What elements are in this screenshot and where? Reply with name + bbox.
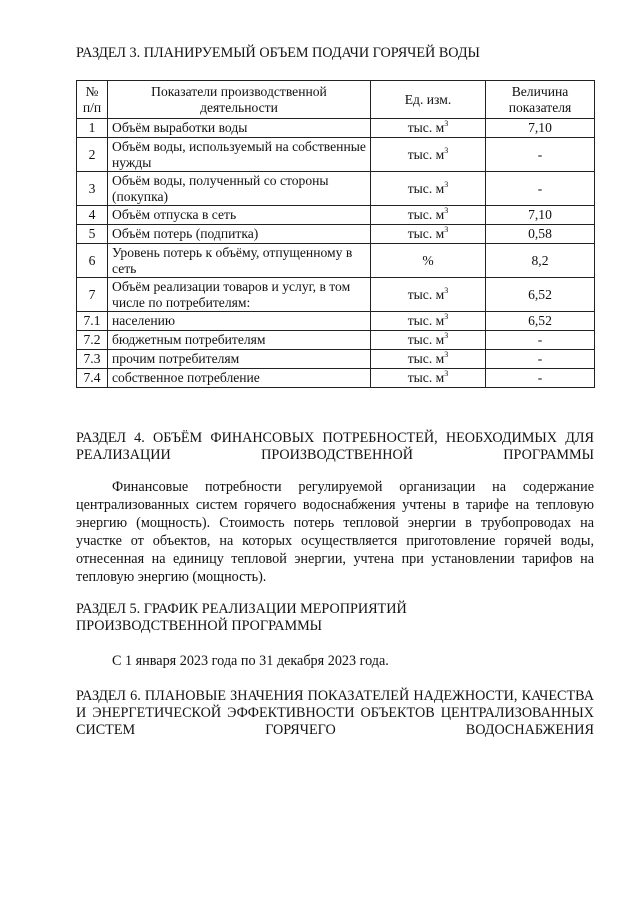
table-row xyxy=(77,278,595,312)
table-body xyxy=(77,119,595,388)
header-unit: Ед. изм. xyxy=(371,81,486,119)
row-number: 1 xyxy=(77,119,108,138)
row-indicator-name: населению xyxy=(108,312,371,331)
table-row xyxy=(77,206,595,225)
row-number: 7.2 xyxy=(77,331,108,350)
row-unit xyxy=(371,278,486,312)
row-value: - xyxy=(486,138,595,172)
row-number: 5 xyxy=(77,225,108,244)
row-value: 0,58 xyxy=(486,225,595,244)
header-num: № п/п xyxy=(77,81,108,119)
row-unit-superscript: 3 xyxy=(444,285,449,295)
row-unit xyxy=(371,312,486,331)
row-unit xyxy=(371,172,486,206)
row-number: 2 xyxy=(77,138,108,172)
row-indicator-name: собственное потребление xyxy=(108,369,371,388)
row-indicator-name: прочим потребителям xyxy=(108,350,371,369)
table-row xyxy=(77,350,595,369)
row-unit-text: тыс. м xyxy=(407,146,445,162)
header-value: Величина показателя xyxy=(486,81,595,119)
row-unit-superscript: 3 xyxy=(444,145,449,155)
row-unit-superscript: 3 xyxy=(444,369,449,379)
row-indicator-name: Объём воды, полученный со стороны (покупка) xyxy=(108,172,371,206)
row-value: 8,2 xyxy=(486,244,595,278)
row-unit-text: тыс. м xyxy=(407,120,445,136)
row-number: 7.1 xyxy=(77,312,108,331)
table-header-row xyxy=(77,81,595,119)
row-value: 7,10 xyxy=(486,206,595,225)
row-unit-text: тыс. м xyxy=(407,207,445,223)
row-unit-text: тыс. м xyxy=(407,286,445,302)
row-value: - xyxy=(486,350,595,369)
row-unit-superscript: 3 xyxy=(444,350,449,360)
table-row xyxy=(77,312,595,331)
row-unit-superscript: 3 xyxy=(444,312,449,322)
section-3-title: РАЗДЕЛ 3. ПЛАНИРУЕМЫЙ ОБЪЕМ ПОДАЧИ ГОРЯЧЕЙ ВОДЫ xyxy=(76,45,480,61)
row-number: 7.3 xyxy=(77,350,108,369)
row-unit-superscript: 3 xyxy=(444,225,449,235)
section-4-text: Финансовые потребности регулируемой организации на содержание централизованных систем горячего водоснабжения учтены в тарифе на тепловую энергию (мощность). Стоимость потерь тепловой энергии в трубопроводах на участке от объектов, на которых осуществляется приготовление горячей воды, отнесенная на единицу тепловой энергии, учтена при установлении тарифов на тепловую энергию (мощность). xyxy=(76,479,594,585)
table-row xyxy=(77,138,595,172)
row-indicator-name: Объём выработки воды xyxy=(108,119,371,138)
row-indicator-name: Объём воды, используемый на собственные нужды xyxy=(108,138,371,172)
header-indicator: Показатели производственной деятельности xyxy=(108,81,371,119)
row-unit-superscript: 3 xyxy=(444,206,449,216)
row-unit-text: % xyxy=(422,252,434,268)
section-5-paragraph xyxy=(76,652,594,670)
table-row xyxy=(77,369,595,388)
row-value: - xyxy=(486,369,595,388)
row-unit-superscript: 3 xyxy=(444,179,449,189)
row-number: 6 xyxy=(77,244,108,278)
row-unit-superscript: 3 xyxy=(444,119,449,129)
row-unit xyxy=(371,206,486,225)
row-unit xyxy=(371,225,486,244)
row-unit xyxy=(371,138,486,172)
section-5-text: С 1 января 2023 года по 31 декабря 2023 года. xyxy=(112,653,389,669)
production-indicators-table xyxy=(76,80,595,388)
row-indicator-name: Объём потерь (подпитка) xyxy=(108,225,371,244)
section-6-title: РАЗДЕЛ 6. ПЛАНОВЫЕ ЗНАЧЕНИЯ ПОКАЗАТЕЛЕЙ НАДЕЖНОСТИ, КАЧЕСТВА И ЭНЕРГЕТИЧЕСКОЙ ЭФФЕКТИВНОСТИ ОБЪЕКТОВ ЦЕНТРАЛИЗОВАННЫХ СИСТЕМ ГОРЯЧЕГО ВОДОСНАБЖЕНИЯ xyxy=(76,688,594,738)
row-indicator-name: Объём реализации товаров и услуг, в том числе по потребителям: xyxy=(108,278,371,312)
row-unit-text: тыс. м xyxy=(407,313,445,329)
row-number: 4 xyxy=(77,206,108,225)
row-indicator-name: Уровень потерь к объёму, отпущенному в сеть xyxy=(108,244,371,278)
row-number: 3 xyxy=(77,172,108,206)
row-unit-text: тыс. м xyxy=(407,332,445,348)
row-value: 6,52 xyxy=(486,312,595,331)
section-4-paragraph xyxy=(76,478,594,586)
row-unit xyxy=(371,244,486,278)
row-indicator-name: бюджетным потребителям xyxy=(108,331,371,350)
section-5-title-line-1: РАЗДЕЛ 5. ГРАФИК РЕАЛИЗАЦИИ МЕРОПРИЯТИЙ xyxy=(76,601,407,617)
row-unit-text: тыс. м xyxy=(407,226,445,242)
row-number: 7.4 xyxy=(77,369,108,388)
section-4-title: РАЗДЕЛ 4. ОБЪЁМ ФИНАНСОВЫХ ПОТРЕБНОСТЕЙ, НЕОБХОДИМЫХ ДЛЯ РЕАЛИЗАЦИИ ПРОИЗВОДСТВЕННОЙ ПРОГРАММЫ xyxy=(76,430,594,463)
row-unit-text: тыс. м xyxy=(407,370,445,386)
section-5-title xyxy=(76,601,594,635)
row-number: 7 xyxy=(77,278,108,312)
table-row xyxy=(77,172,595,206)
section-5-title-line-2: ПРОИЗВОДСТВЕННОЙ ПРОГРАММЫ xyxy=(76,618,323,634)
table-row xyxy=(77,244,595,278)
row-unit xyxy=(371,350,486,369)
row-value: 6,52 xyxy=(486,278,595,312)
row-unit xyxy=(371,331,486,350)
table-row xyxy=(77,331,595,350)
row-value: 7,10 xyxy=(486,119,595,138)
row-value: - xyxy=(486,331,595,350)
row-value: - xyxy=(486,172,595,206)
table-row xyxy=(77,119,595,138)
row-unit xyxy=(371,119,486,138)
row-unit-text: тыс. м xyxy=(407,180,445,196)
row-unit xyxy=(371,369,486,388)
row-unit-text: тыс. м xyxy=(407,351,445,367)
table-row xyxy=(77,225,595,244)
row-indicator-name: Объём отпуска в сеть xyxy=(108,206,371,225)
row-unit-superscript: 3 xyxy=(444,331,449,341)
